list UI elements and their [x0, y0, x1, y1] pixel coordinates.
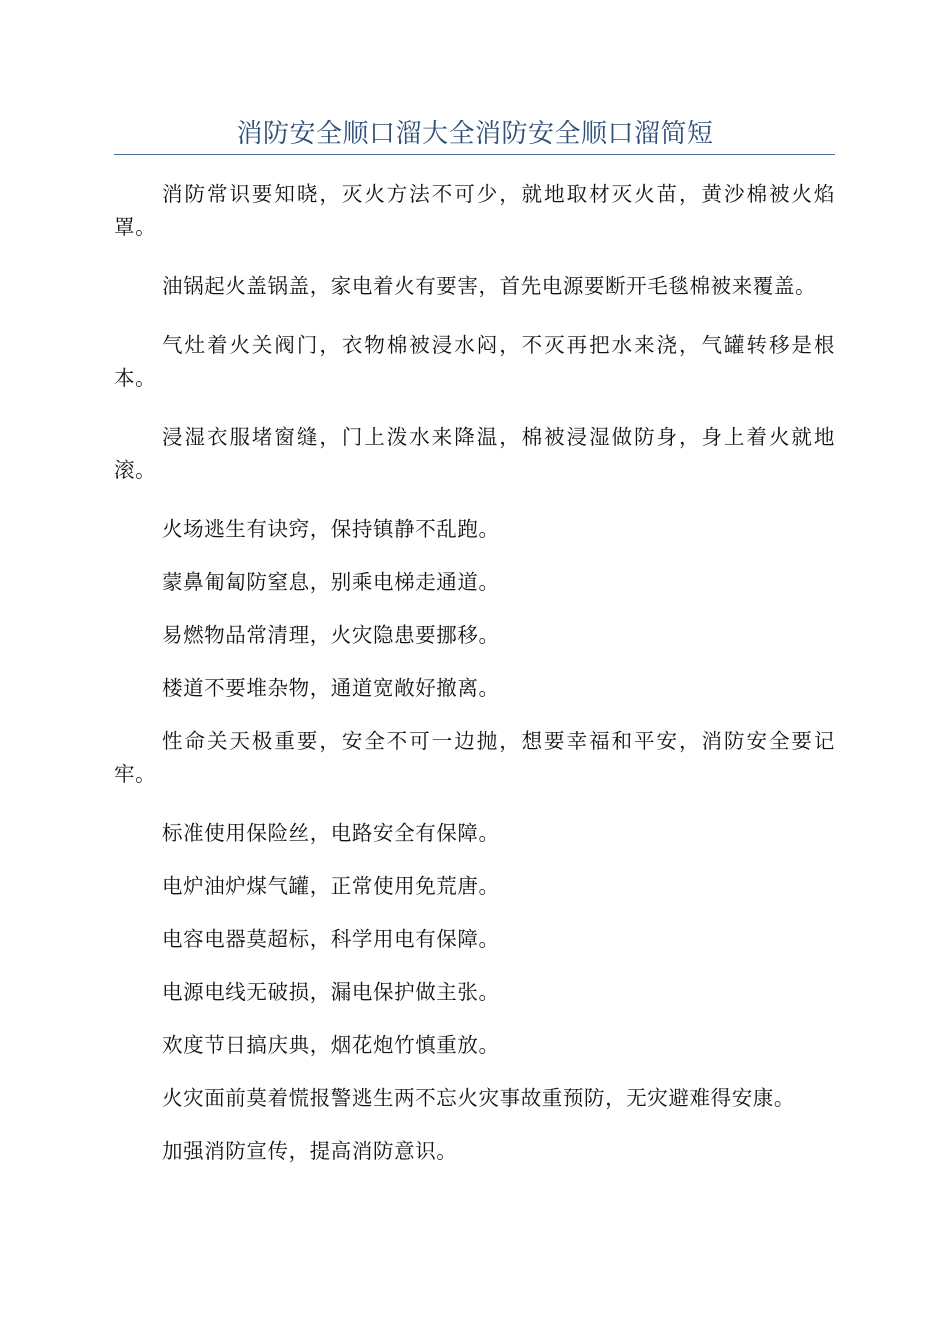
- paragraph: 油锅起火盖锅盖，家电着火有要害，首先电源要断开毛毯棉被来覆盖。: [162, 274, 817, 298]
- title-underline: [114, 154, 835, 155]
- paragraph: 加强消防宣传，提高消防意识。: [162, 1139, 458, 1163]
- paragraph: 火场逃生有诀窍，保持镇静不乱跑。: [162, 517, 500, 541]
- paragraph: 欢度节日搞庆典，烟花炮竹慎重放。: [162, 1033, 500, 1057]
- document-body: [114, 178, 835, 1188]
- paragraph: 性命关天极重要，安全不可一边抛，想要幸福和平安，消防安全要记牢。: [114, 729, 835, 786]
- paragraph: 蒙鼻匍匐防窒息，别乘电梯走通道。: [162, 570, 500, 594]
- paragraph: 电炉油炉煤气罐，正常使用免荒唐。: [162, 874, 500, 898]
- paragraph: 火灾面前莫着慌报警逃生两不忘火灾事故重预防，无灾避难得安康。: [162, 1086, 795, 1110]
- paragraph: 楼道不要堆杂物，通道宽敞好撤离。: [162, 676, 500, 700]
- paragraph: 电源电线无破损，漏电保护做主张。: [162, 980, 500, 1004]
- document-title: 消防安全顺口溜大全消防安全顺口溜简短: [236, 119, 714, 149]
- paragraph: 标准使用保险丝，电路安全有保障。: [162, 821, 500, 845]
- paragraph: 消防常识要知晓，灭火方法不可少，就地取材灭火苗，黄沙棉被火焰罩。: [114, 182, 835, 239]
- paragraph: 气灶着火关阀门，衣物棉被浸水闷，不灭再把水来浇，气罐转移是根本。: [114, 333, 835, 390]
- paragraph: 电容电器莫超标，科学用电有保障。: [162, 927, 500, 951]
- paragraph: 浸湿衣服堵窗缝，门上泼水来降温，棉被浸湿做防身，身上着火就地滚。: [114, 425, 835, 482]
- paragraph: 易燃物品常清理，火灾隐患要挪移。: [162, 623, 500, 647]
